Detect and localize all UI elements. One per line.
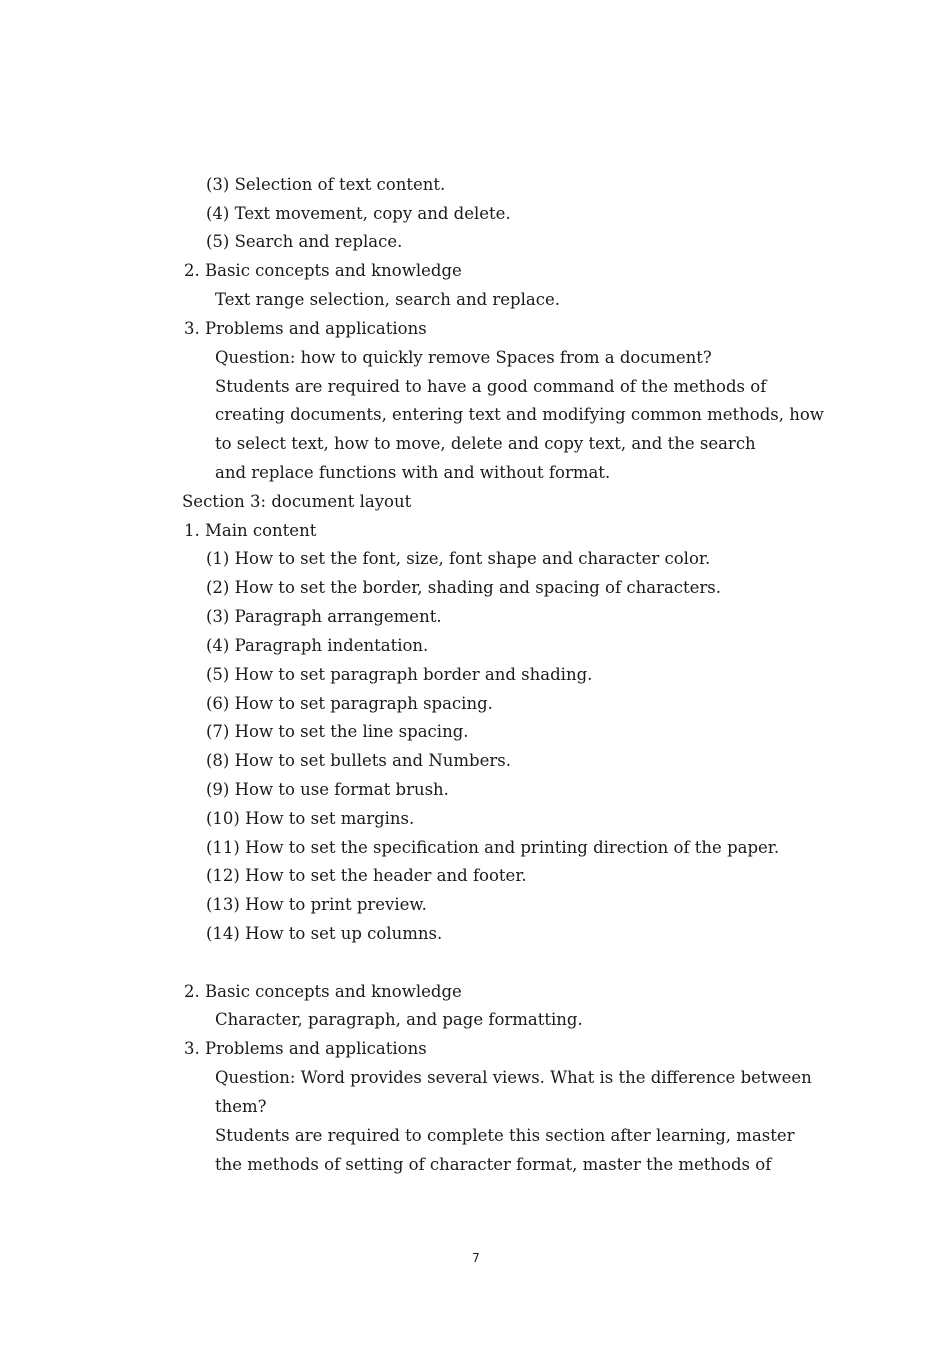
text-line: (1) How to set the font, size, font shape and character color.: [206, 549, 711, 568]
text-line: (9) How to use format brush.: [206, 780, 449, 799]
text-line: (4) Text movement, copy and delete.: [206, 204, 511, 223]
text-line: (4) Paragraph indentation.: [206, 636, 429, 655]
text-line: Students are required to complete this section after learning, master: [215, 1126, 795, 1145]
text-line: (13) How to print preview.: [206, 895, 427, 914]
text-line: (7) How to set the line spacing.: [206, 722, 469, 741]
text-line: (5) Search and replace.: [206, 232, 403, 251]
text-line: Question: how to quickly remove Spaces from a document?: [215, 348, 712, 367]
subsection-heading: 2. Basic concepts and knowledge: [184, 261, 462, 280]
text-line: (14) How to set up columns.: [206, 924, 443, 943]
text-line: Question: Word provides several views. What is the difference between: [215, 1068, 812, 1087]
text-line: (10) How to set margins.: [206, 809, 415, 828]
subsection-heading: 2. Basic concepts and knowledge: [184, 982, 462, 1001]
text-line: (8) How to set bullets and Numbers.: [206, 751, 511, 770]
text-line: to select text, how to move, delete and copy text, and the search: [215, 434, 756, 453]
text-line: (3) Paragraph arrangement.: [206, 607, 442, 626]
text-line: (11) How to set the specification and printing direction of the paper.: [206, 838, 780, 857]
text-line: Text range selection, search and replace.: [215, 290, 560, 309]
text-line: and replace functions with and without format.: [215, 463, 611, 482]
text-line: (6) How to set paragraph spacing.: [206, 694, 493, 713]
text-line: them?: [215, 1097, 267, 1116]
section-heading: Section 3: document layout: [182, 492, 412, 511]
subsection-heading: 3. Problems and applications: [184, 319, 427, 338]
text-line: the methods of setting of character format, master the methods of: [215, 1155, 772, 1174]
text-line: (5) How to set paragraph border and shading.: [206, 665, 593, 684]
page-number: 7: [472, 1251, 480, 1265]
text-line: creating documents, entering text and modifying common methods, how: [215, 405, 824, 424]
text-line: (2) How to set the border, shading and spacing of characters.: [206, 578, 722, 597]
subsection-heading: 3. Problems and applications: [184, 1039, 427, 1058]
text-line: Character, paragraph, and page formatting.: [215, 1010, 583, 1029]
subsection-heading: 1. Main content: [184, 521, 317, 540]
text-line: (12) How to set the header and footer.: [206, 866, 527, 885]
text-line: Students are required to have a good command of the methods of: [215, 377, 767, 396]
text-line: (3) Selection of text content.: [206, 175, 446, 194]
